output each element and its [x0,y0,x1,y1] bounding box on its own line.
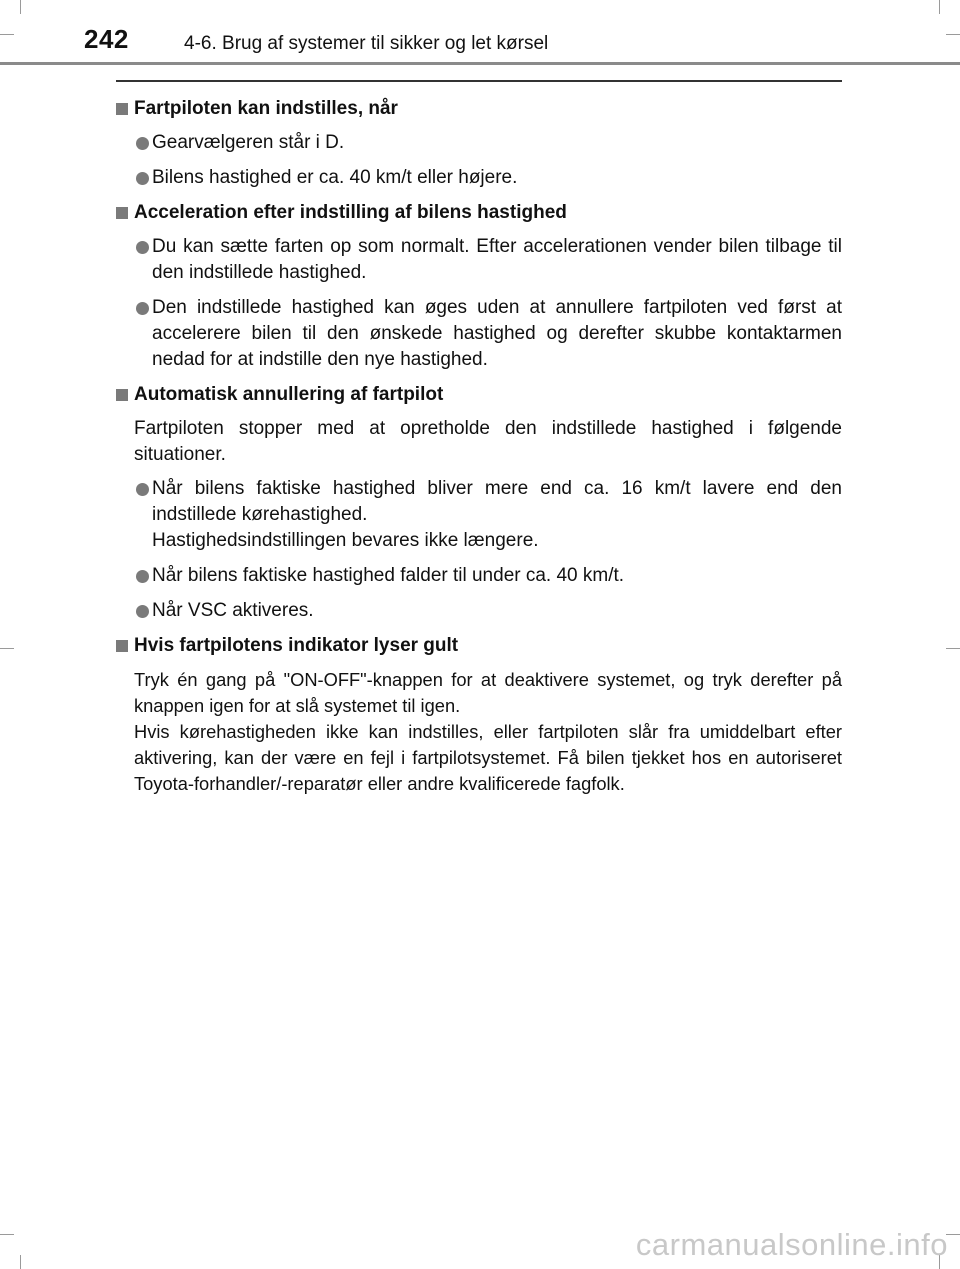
square-bullet-icon [116,207,128,219]
topic-heading-text: Automatisk annullering af fartpilot [134,384,444,405]
bullet-text: Når bilens faktiske hastighed bliver mere end ca. 16 km/t lavere end den indstillede kørehastighed. [152,478,842,525]
bullet-text: Bilens hastighed er ca. 40 km/t eller højere. [152,167,518,188]
bullet-item [116,563,842,589]
topic-heading [116,633,842,659]
bullet-item [116,234,842,286]
topic-heading [116,382,842,408]
paragraph-text: Hvis kørehastigheden ikke kan indstilles, eller fartpiloten slår fra umiddelbart efter aktivering, kan der være en fejl i fartpilotsystemet. Få bilen tjekket hos en autoriseret Toyota-forhandler/-reparatør eller andre kvalificerede fagfolk. [134,721,842,794]
crop-mark [946,1234,960,1235]
round-bullet-icon [136,570,149,583]
topic-section [116,200,842,373]
topic-section [116,633,842,797]
round-bullet-icon [136,605,149,618]
page-number: 242 [84,24,129,54]
topic-heading [116,200,842,226]
topic-heading-text: Fartpiloten kan indstilles, når [134,98,398,119]
crop-mark [946,648,960,649]
topic-heading-text: Hvis fartpilotens indikator lyser gult [134,635,459,656]
bullet-item [116,598,842,624]
page-header [0,0,960,64]
body-paragraph [116,667,842,797]
bullet-item [116,476,842,554]
section-title: 4-6. Brug af systemer til sikker og let kørsel [184,33,549,54]
content-divider [116,80,842,82]
bullet-text: Den indstillede hastighed kan øges uden at annullere fartpiloten ved først at accelerere bilen til den ønskede hastighed og derefter skubbe kontaktarmen nedad for at indstille den nye hastighed. [152,297,842,370]
crop-mark [0,1234,14,1235]
topic-heading-text: Acceleration efter indstilling af bilens hastighed [134,202,567,223]
bullet-item [116,130,842,156]
round-bullet-icon [136,241,149,254]
round-bullet-icon [136,172,149,185]
round-bullet-icon [136,483,149,496]
paragraph-text: Fartpiloten stopper med at opretholde den indstillede hastighed i følgende situationer. [134,418,842,465]
bullet-text: Du kan sætte farten op som normalt. Efter accelerationen vender bilen tilbage til den indstillede hastighed. [152,236,842,283]
intro-paragraph [116,416,842,468]
crop-mark [20,1255,21,1269]
bullet-text: Når VSC aktiveres. [152,600,314,621]
topic-heading [116,96,842,122]
bullet-item [116,165,842,191]
watermark-text: carmanualsonline.info [635,1227,948,1262]
square-bullet-icon [116,389,128,401]
header-divider [0,62,960,65]
square-bullet-icon [116,640,128,652]
round-bullet-icon [136,137,149,150]
topic-section [116,382,842,624]
paragraph-text: Tryk én gang på "ON-OFF"-knappen for at deaktivere systemet, og tryk derefter på knappen igen for at slå systemet til igen. [134,669,842,716]
manual-content [116,96,842,805]
bullet-subtext: Hastighedsindstillingen bevares ikke længere. [152,530,539,551]
round-bullet-icon [136,302,149,315]
topic-section [116,96,842,191]
bullet-text: Gearvælgeren står i D. [152,132,345,153]
bullet-text: Når bilens faktiske hastighed falder til under ca. 40 km/t. [152,565,625,586]
square-bullet-icon [116,103,128,115]
bullet-item [116,295,842,373]
crop-mark [0,648,14,649]
